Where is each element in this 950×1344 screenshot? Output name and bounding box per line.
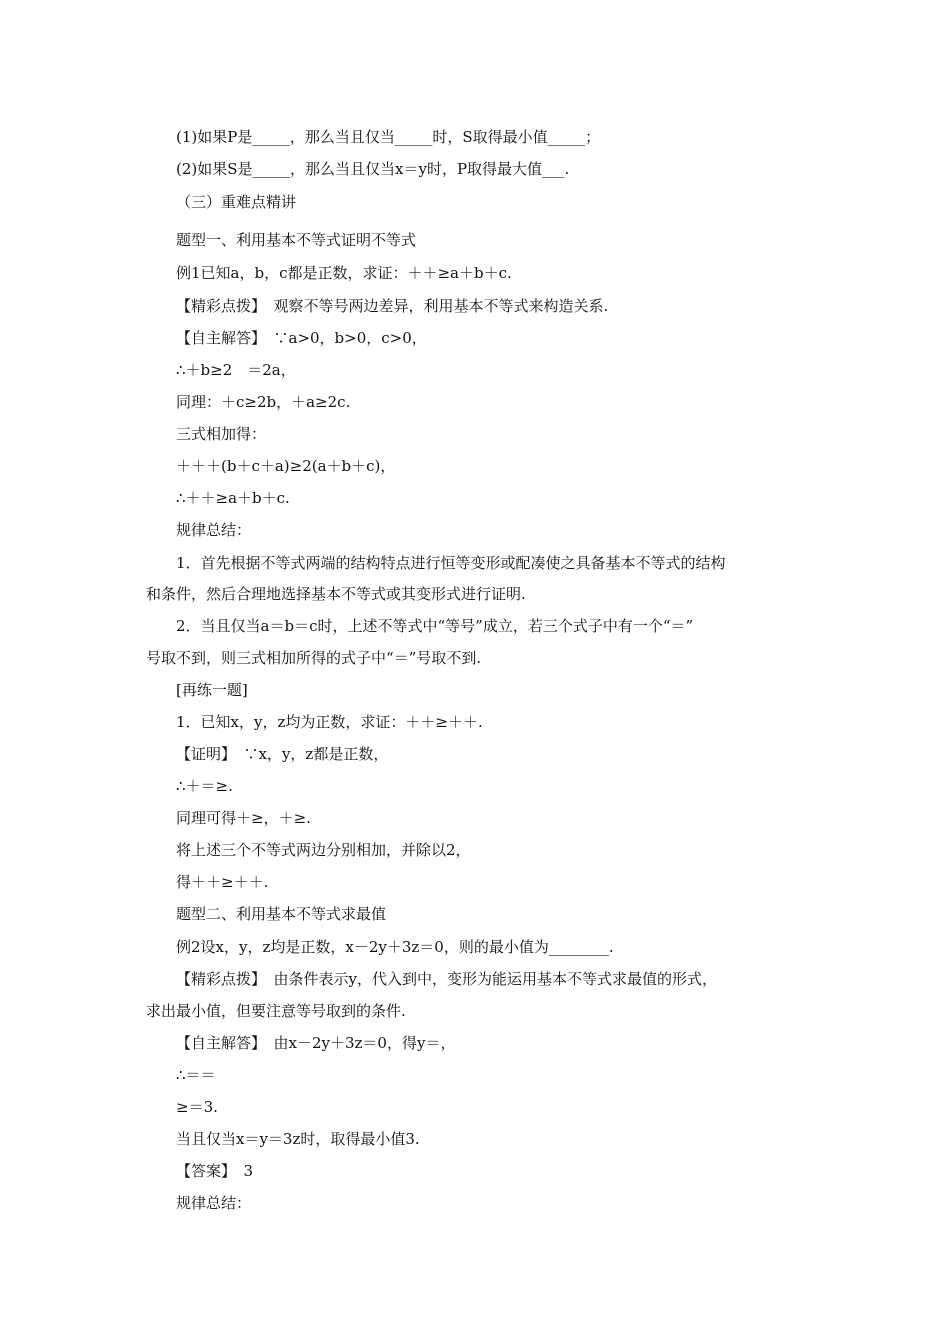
text-line: 【精彩点拨】 由条件表示y，代入到中，变形为能运用基本不等式求最值的形式， — [176, 970, 717, 988]
text-line: 规律总结： — [176, 521, 252, 539]
text-line: ∴＋b≥2 ＝2a， — [176, 361, 296, 379]
text-line: [再练一题] — [176, 681, 248, 699]
section-heading: 题型二、利用基本不等式求最值 — [176, 905, 387, 923]
text-line: ＋＋＋(b＋c＋a)≥2(a＋b＋c)， — [176, 457, 396, 475]
text-line: 同理可得＋≥，＋≥. — [176, 809, 311, 827]
text-line: 得＋＋≥＋＋. — [176, 873, 269, 891]
text-line: ∴＋＋≥a＋b＋c. — [176, 489, 290, 507]
text-line: ∴＝＝ — [176, 1066, 216, 1084]
text-line: ≥＝3. — [176, 1098, 218, 1116]
text-line: 求出最小值，但要注意等号取到的条件. — [146, 1002, 406, 1020]
text-line: (2)如果S是_____，那么当且仅当x＝y时，P取得最大值___. — [176, 160, 570, 178]
text-line: 当且仅当x＝y＝3z时，取得最小值3. — [176, 1130, 420, 1148]
text-line: (1)如果P是_____，那么当且仅当_____时，S取得最小值_____； — [176, 128, 601, 146]
text-line: 号取不到，则三式相加所得的式子中“＝”号取不到. — [146, 649, 482, 667]
text-line: 1．首先根据不等式两端的结构特点进行恒等变形或配凑使之具备基本不等式的结构 — [176, 554, 726, 572]
text-line: 【自主解答】 由x－2y＋3z＝0，得y＝， — [176, 1034, 456, 1052]
text-line: 例1已知a，b，c都是正数，求证：＋＋≥a＋b＋c. — [176, 264, 512, 282]
text-line: 1．已知x，y，z均为正数，求证：＋＋≥＋＋. — [176, 713, 483, 731]
text-line: 【精彩点拨】 观察不等号两边差异，利用基本不等式来构造关系. — [176, 297, 609, 315]
text-line: 三式相加得： — [176, 425, 267, 443]
text-line: 【答案】 3 — [176, 1162, 254, 1180]
text-line: 【证明】 ∵x，y，z都是正数， — [176, 745, 389, 763]
section-heading: （三）重难点精讲 — [176, 193, 297, 211]
text-line: ∴＋＝≥. — [176, 777, 233, 795]
text-line: 将上述三个不等式两边分别相加，并除以2， — [176, 841, 471, 859]
text-line: 【自主解答】 ∵a>0，b>0，c>0， — [176, 329, 427, 347]
text-line: 和条件，然后合理地选择基本不等式或其变形式进行证明. — [146, 585, 526, 603]
section-heading: 题型一、利用基本不等式证明不等式 — [176, 231, 417, 249]
text-line: 2．当且仅当a＝b＝c时，上述不等式中“等号”成立，若三个式子中有一个“＝” — [176, 617, 694, 635]
text-line: 同理：＋c≥2b，＋a≥2c. — [176, 393, 351, 411]
text-line: 例2设x，y，z均是正数，x－2y＋3z＝0，则的最小值为________. — [176, 938, 614, 956]
text-line: 规律总结： — [176, 1194, 252, 1212]
